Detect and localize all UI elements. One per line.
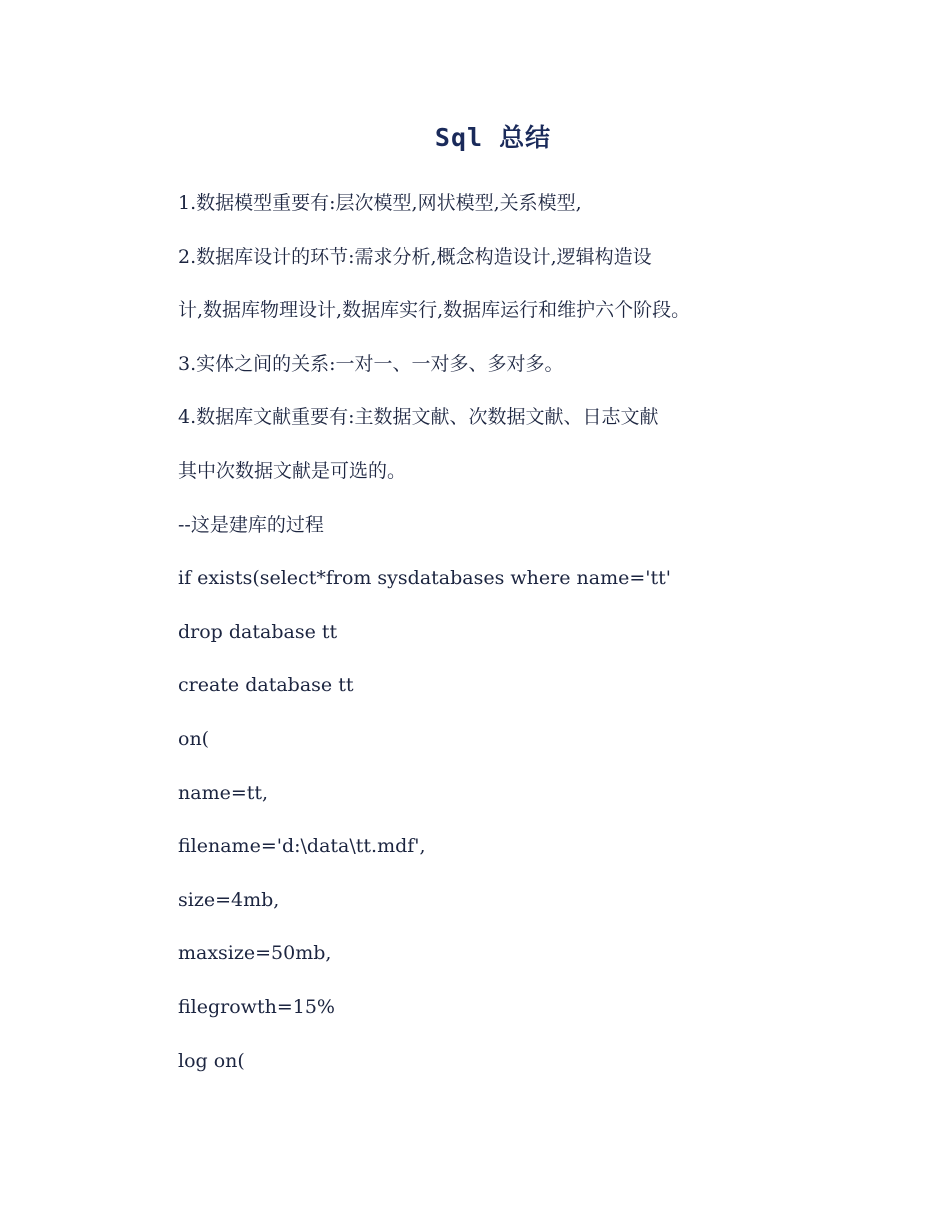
code-line: size=4mb, [178, 888, 280, 911]
code-line: filename='d:\data\tt.mdf', [178, 835, 426, 858]
document-body [178, 184, 918, 1095]
text-line: 计,数据库物理设计,数据库实行,数据库运行和维护六个阶段。 [178, 299, 691, 322]
code-line: maxsize=50mb, [178, 942, 332, 965]
code-line: if exists(select*from sysdatabases where name='tt' [178, 567, 671, 590]
text-line: 3.实体之间的关系:一对一、一对多、多对多。 [178, 352, 564, 375]
code-line: on( [178, 727, 210, 750]
text-line: 2.数据库设计的环节:需求分析,概念构造设计,逻辑构造设 [178, 245, 652, 268]
code-line: filegrowth=15% [178, 995, 335, 1018]
text-line: --这是建库的过程 [178, 513, 324, 536]
code-line: drop database tt [178, 620, 338, 643]
text-line: 其中次数据文献是可选的。 [178, 459, 407, 482]
code-line: log on( [178, 1049, 245, 1072]
page-title: Sql 总结 [434, 123, 552, 152]
code-line: create database tt [178, 674, 354, 697]
code-line: name=tt, [178, 781, 269, 804]
text-line: 4.数据库文献重要有:主数据文献、次数据文献、日志文献 [178, 406, 659, 429]
text-line: 1.数据模型重要有:层次模型,网状模型,关系模型, [178, 192, 582, 214]
